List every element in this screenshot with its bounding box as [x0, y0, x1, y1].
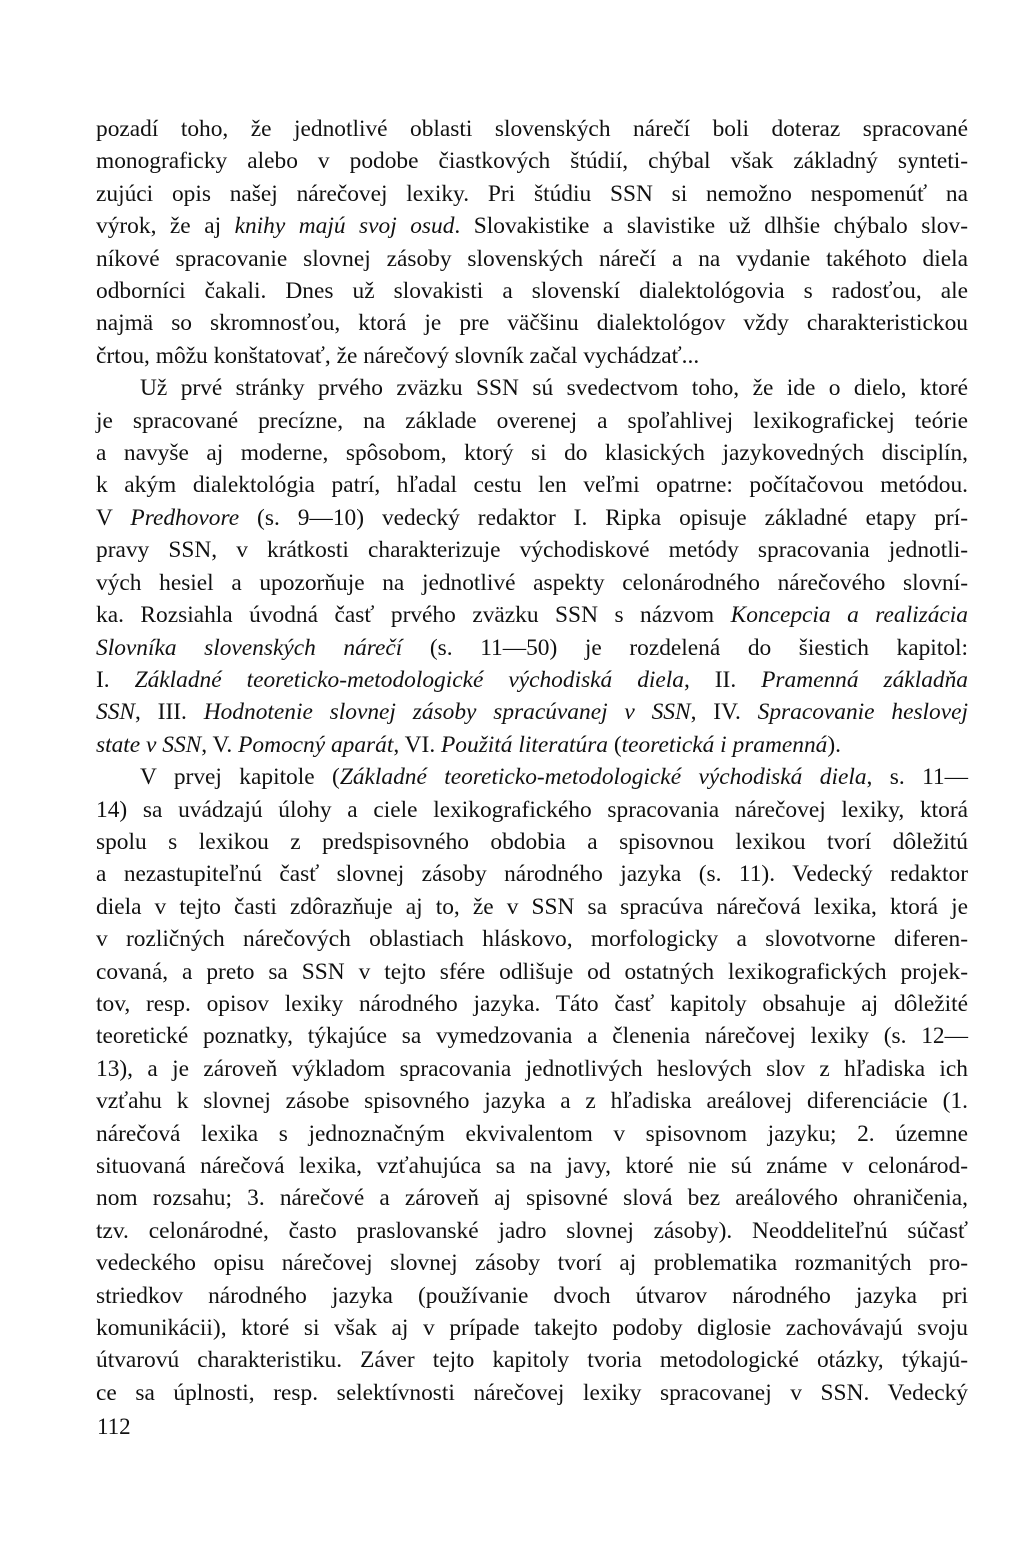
- text-line: 14) sa uvádzajú úlohy a ciele lexikografického spracovania nárečovej lexiky, ktorá: [96, 796, 968, 823]
- text-line: V prvej kapitole (Základné teoreticko-metodologické východiská diela, s. 11—: [140, 764, 969, 791]
- text-line: vedeckého opisu nárečovej slovnej zásoby tvorí aj problematika rozmanitých pro-: [96, 1250, 968, 1277]
- text-line: výrok, že aj knihy majú svoj osud. Slovakistike a slavistike už dlhšie chýbalo slov-: [96, 213, 968, 240]
- text-line: monograficky alebo v podobe čiastkových štúdií, chýbal však základný synteti-: [96, 148, 968, 175]
- text-line: striedkov národného jazyka (používanie dvoch útvarov národného jazyka pri: [96, 1282, 968, 1309]
- text-line: ka. Rozsiahla úvodná časť prvého zväzku SSN s názvom Koncepcia a realizácia: [96, 602, 968, 629]
- text-line: vzťahu k slovnej zásobe spisovného jazyka a z hľadiska areálovej diferenciácie (1.: [96, 1088, 968, 1115]
- text-line: útvarovú charakteristiku. Záver tejto kapitoly tvoria metodologické otázky, týkajú-: [96, 1347, 968, 1374]
- text-line: tov, resp. opisov lexiky národného jazyka. Táto časť kapitoly obsahuje aj dôležité: [96, 990, 968, 1017]
- text-line: state v SSN, V. Pomocný aparát, VI. Použitá literatúra (teoretická i pramenná).: [96, 731, 841, 758]
- text-line: spolu s lexikou z predspisovného obdobia a spisovnou lexikou tvorí dôležitú: [96, 828, 968, 855]
- text-line: Slovníka slovenských nárečí (s. 11—50) je rozdelená do šiestich kapitol:: [96, 634, 968, 661]
- text-line: covaná, a preto sa SSN v tejto sfére odlišuje od ostatných lexikografických projek-: [96, 958, 968, 985]
- text-line: v rozličných nárečových oblastiach hláskovo, morfologicky a slovotvorne diferen-: [96, 926, 968, 953]
- text-line: je spracované precízne, na základe overenej a spoľahlivej lexikografickej teórie: [96, 407, 968, 434]
- text-line: pozadí toho, že jednotlivé oblasti slovenských nárečí boli doteraz spracované: [96, 116, 968, 142]
- text-line: pravy SSN, v krátkosti charakterizuje východiskové metódy spracovania jednotli-: [96, 537, 968, 564]
- text-line: črtou, môžu konštatovať, že nárečový slovník začal vychádzať...: [96, 342, 700, 369]
- text-line: vých hesiel a upozorňuje na jednotlivé aspekty celonárodného nárečového slovní-: [96, 569, 968, 596]
- text-line: nárečová lexika s jednoznačným ekvivalentom v spisovnom jazyku; 2. územne: [96, 1120, 968, 1147]
- page-number: 112: [97, 1414, 131, 1439]
- text-line: Už prvé stránky prvého zväzku SSN sú svedectvom toho, že ide o dielo, ktoré: [140, 375, 968, 402]
- text-line: SSN, III. Hodnotenie slovnej zásoby spracúvanej v SSN, IV. Spracovanie heslovej: [96, 699, 969, 726]
- text-line: najmä so skromnosťou, ktorá je pre väčšinu dialektológov vždy charakteristickou: [96, 310, 968, 337]
- text-line: ce sa úplnosti, resp. selektívnosti nárečovej lexiky spracovanej v SSN. Vedecký: [96, 1379, 968, 1406]
- text-line: teoretické poznatky, týkajúce sa vymedzovania a členenia nárečovej lexiky (s. 12—: [96, 1023, 968, 1050]
- text-line: a nezastupiteľnú časť slovnej zásoby národného jazyka (s. 11). Vedecký redaktor: [96, 861, 968, 888]
- text-line: k akým dialektológia patrí, hľadal cestu len veľmi opatrne: počítačovou metódou.: [96, 472, 968, 499]
- text-line: níkové spracovanie slovnej zásoby slovenských nárečí a na vydanie takéhoto diela: [96, 245, 968, 272]
- text-line: a navyše aj moderne, spôsobom, ktorý si do klasických jazykovedných disciplín,: [96, 440, 968, 467]
- text-line: diela v tejto časti zdôrazňuje aj to, že v SSN sa spracúva nárečová lexika, ktorá je: [96, 893, 968, 920]
- text-line: odborníci čakali. Dnes už slovakisti a slovenskí dialektológovia s radosťou, ale: [96, 278, 968, 305]
- text-line: V Predhovore (s. 9—10) vedecký redaktor I. Ripka opisuje základné etapy prí-: [96, 504, 968, 531]
- text-line: situovaná nárečová lexika, vzťahujúca sa na javy, ktoré nie sú známe v celonárod-: [96, 1153, 968, 1179]
- text-line: tzv. celonárodné, často praslovanské jadro slovnej zásoby). Neoddeliteľnú súčasť: [96, 1217, 968, 1244]
- text-line: I. Základné teoreticko-metodologické východiská diela, II. Pramenná základňa: [96, 666, 968, 693]
- body-text: [96, 113, 968, 1409]
- text-line: 13), a je zároveň výkladom spracovania jednotlivých heslových slov z hľadiska ich: [96, 1055, 968, 1082]
- text-line: zujúci opis našej nárečovej lexiky. Pri štúdiu SSN si nemožno nespomenúť na: [96, 180, 968, 207]
- text-line: nom rozsahu; 3. nárečové a zároveň aj spisovné slová bez areálového ohraničenia,: [96, 1185, 968, 1212]
- text-line: komunikácii), ktoré si však aj v prípade takejto podoby diglosie zachovávajú svoju: [96, 1315, 968, 1342]
